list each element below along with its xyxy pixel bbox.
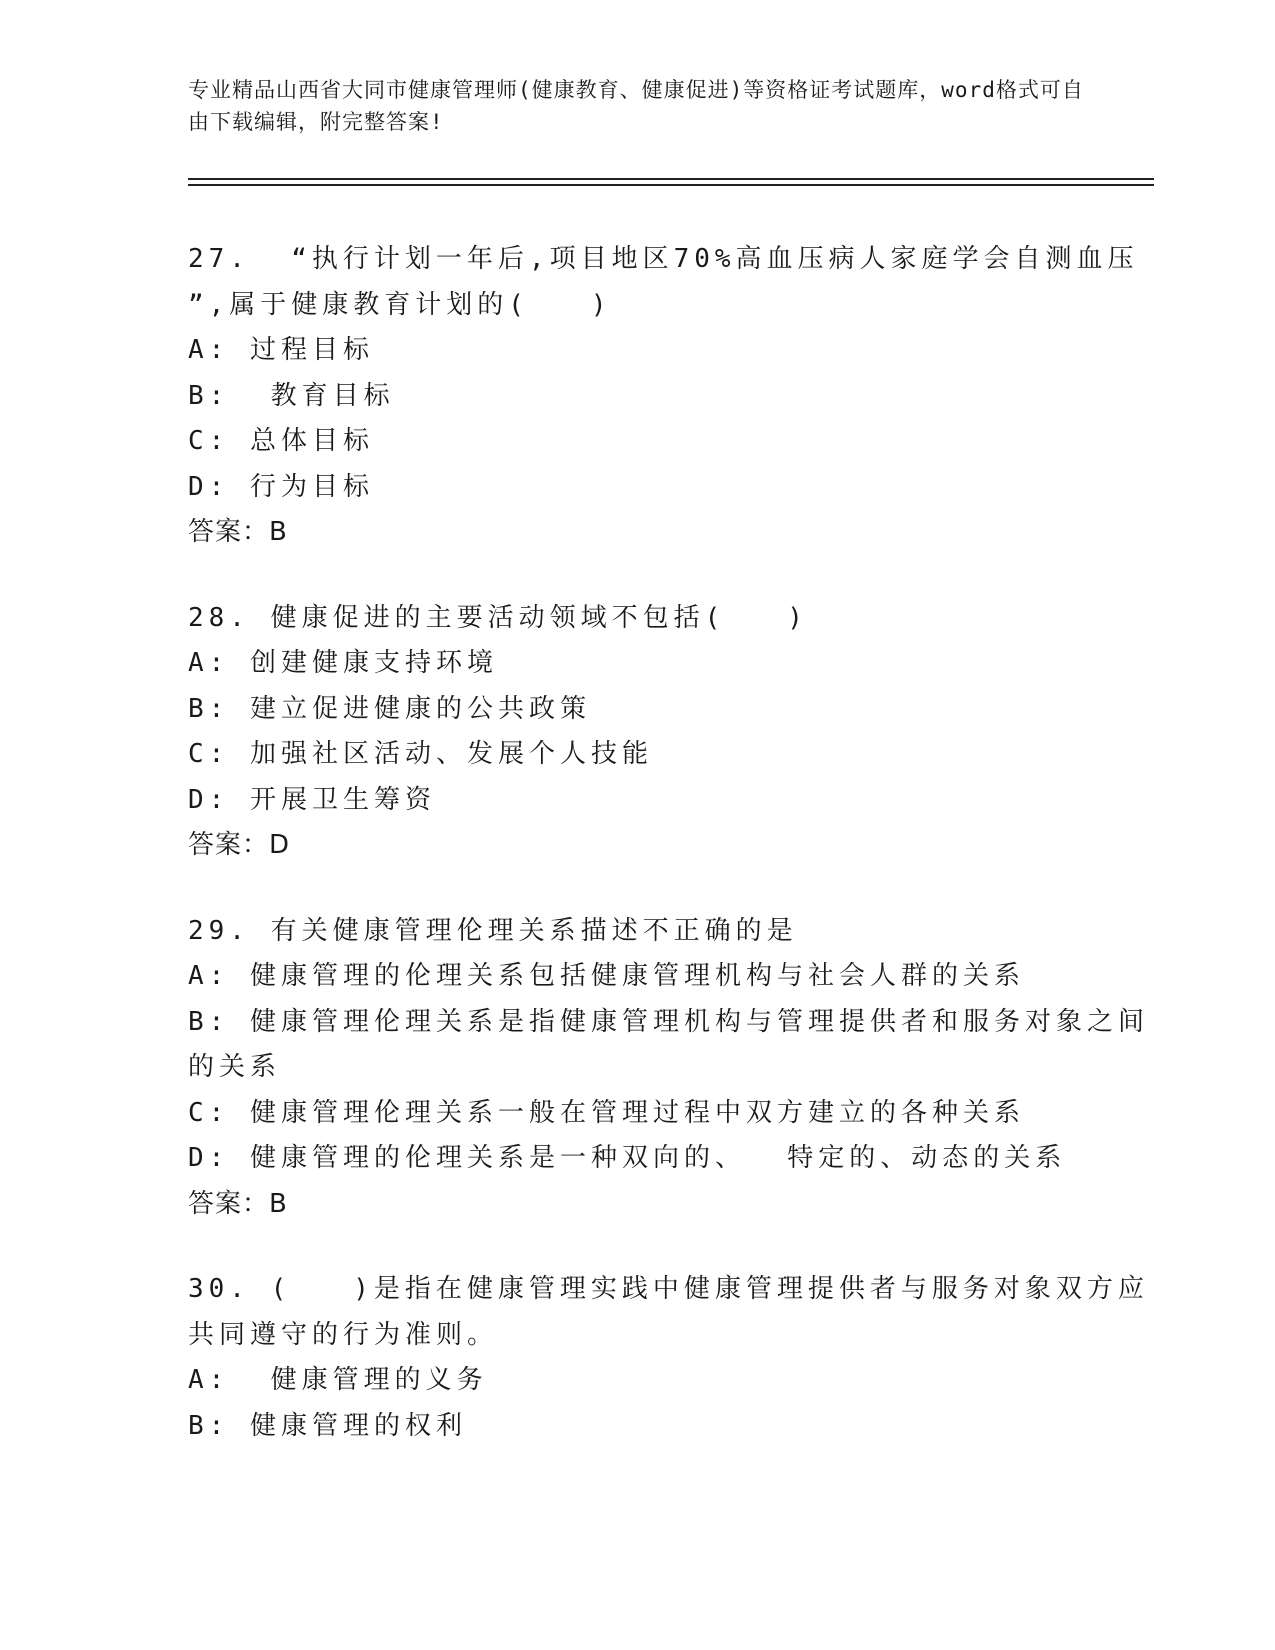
option-d: D: 健康管理的伦理关系是一种双向的、 特定的、动态的关系 — [188, 1143, 1067, 1173]
answer: 答案：D — [188, 830, 291, 860]
question-27 — [188, 237, 1139, 556]
option-d: D: 开展卫生筹资 — [188, 784, 436, 815]
question-stem: 29. 有关健康管理伦理关系描述不正确的是 — [188, 915, 798, 946]
option-a: A: 健康管理的义务 — [188, 1365, 488, 1395]
option-d: D: 行为目标 — [188, 471, 374, 502]
question-28 — [188, 596, 1088, 869]
option-b-continued: 的关系 — [188, 1052, 282, 1082]
question-stem: 27. “执行计划一年后,项目地区70%高血压病人家庭学会自测血压 — [188, 244, 1139, 274]
document-header: 专业精品山西省大同市健康管理师(健康教育、健康促进)等资格证考试题库，word格式可自由下载编辑，附完整答案! — [188, 78, 1084, 134]
question-stem: 30. ( )是指在健康管理实践中健康管理提供者与服务对象双方应 — [188, 1274, 1149, 1304]
option-c: C: 总体目标 — [188, 426, 374, 456]
option-b: B: 健康管理的权利 — [188, 1410, 467, 1441]
option-b: B: 健康管理伦理关系是指健康管理机构与管理提供者和服务对象之间 — [188, 1006, 1149, 1037]
option-a: A: 健康管理的伦理关系包括健康管理机构与社会人群的关系 — [188, 961, 1025, 991]
answer: 答案：B — [188, 1188, 288, 1219]
question-list — [188, 237, 1149, 1489]
question-stem: 28. 健康促进的主要活动领域不包括( ) — [188, 602, 808, 633]
question-stem: ”,属于健康教育计划的( ) — [188, 289, 612, 320]
question-29 — [188, 909, 1149, 1228]
answer: 答案：B — [188, 517, 288, 547]
option-c: C: 加强社区活动、发展个人技能 — [188, 739, 653, 769]
question-30 — [188, 1267, 1149, 1449]
header-rule-top — [188, 178, 1154, 180]
option-b: B: 教育目标 — [188, 380, 395, 411]
option-a: A: 过程目标 — [188, 335, 374, 365]
question-stem: 共同遵守的行为准则。 — [188, 1319, 499, 1350]
option-b: B: 建立促进健康的公共政策 — [188, 693, 591, 724]
option-c: C: 健康管理伦理关系一般在管理过程中双方建立的各种关系 — [188, 1097, 1025, 1128]
header-rule-bottom — [188, 184, 1154, 186]
option-a: A: 创建健康支持环境 — [188, 648, 498, 678]
